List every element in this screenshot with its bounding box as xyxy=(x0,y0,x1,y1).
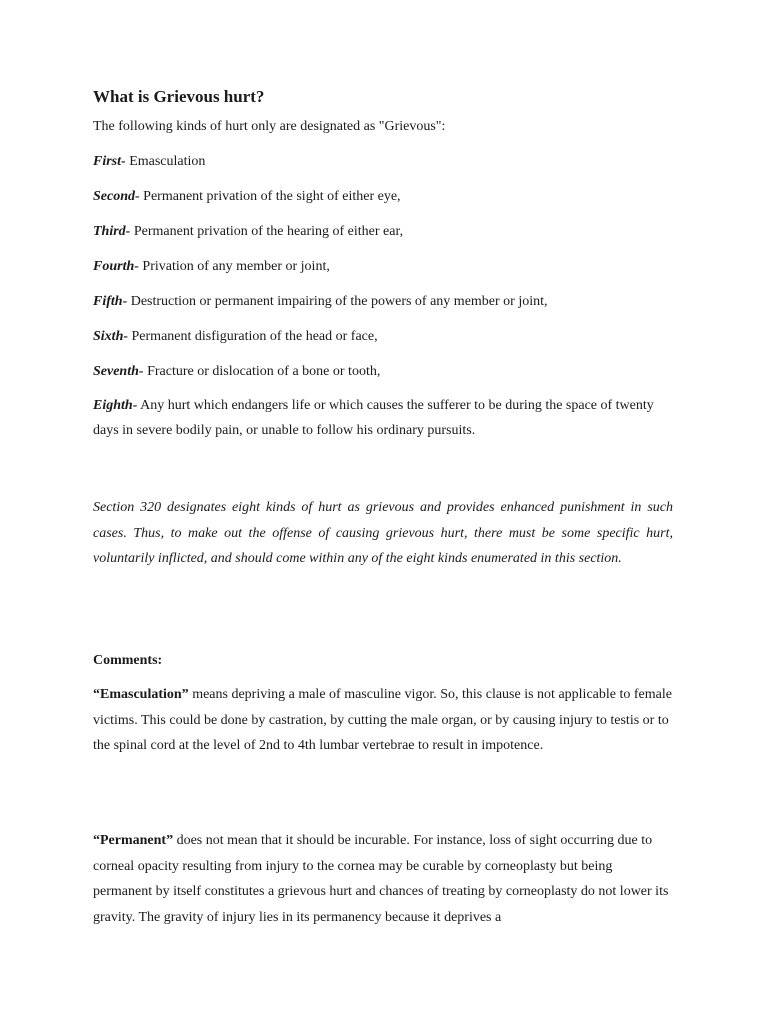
kind-item-fifth xyxy=(93,293,548,311)
kind-term: Eighth- xyxy=(93,398,138,413)
comment-emasculation xyxy=(93,682,673,759)
kind-text: Privation of any member or joint, xyxy=(138,259,330,274)
kind-item-second xyxy=(93,188,401,206)
kind-term: Second- xyxy=(93,189,140,204)
intro-text: The following kinds of hurt only are designated as "Grievous": xyxy=(93,119,446,134)
kind-term: Third- xyxy=(93,224,131,239)
comment-permanent xyxy=(93,828,673,930)
comment-term: “Emasculation” xyxy=(93,687,189,702)
document-title: What is Grievous hurt? xyxy=(93,87,265,106)
section-note: Section 320 designates eight kinds of hurt as grievous and provides enhanced punishment in such cases. Thus, to make out the offense of causing grievous hurt, there must be some specific hurt, voluntarily inflicted, and should come within any of the eight kinds enumerated in this section. xyxy=(93,500,673,566)
kind-item-sixth xyxy=(93,328,378,346)
kind-term: Sixth- xyxy=(93,329,129,344)
kind-text: Permanent disfiguration of the head or face, xyxy=(128,329,378,344)
kind-term: Fifth- xyxy=(93,294,128,309)
kind-item-eighth xyxy=(93,393,673,443)
kind-text: Emasculation xyxy=(125,154,206,169)
kind-text: Permanent privation of the hearing of either ear, xyxy=(130,224,404,239)
kind-term: Seventh- xyxy=(93,364,144,379)
kind-text: Fracture or dislocation of a bone or tooth, xyxy=(143,364,381,379)
comment-text: means depriving a male of masculine vigor. So, this clause is not applicable to female victims. This could be done by castration, by cutting the male organ, or by causing injury to testis or to the spinal cord at the level of 2nd to 4th lumbar vertebrae to result in impotence. xyxy=(93,687,672,753)
kind-item-fourth xyxy=(93,258,330,276)
kind-text: Permanent privation of the sight of either eye, xyxy=(139,189,401,204)
comment-text: does not mean that it should be incurable. For instance, loss of sight occurring due to corneal opacity resulting from injury to the cornea may be curable by corneoplasty but being permanent by itself constitutes a grievous hurt and chances of treating by corneoplasty do not lower its gravity. The gravity of injury lies in its permanency because it deprives a xyxy=(93,833,669,925)
kind-item-first xyxy=(93,153,205,171)
kind-text: Destruction or permanent impairing of the powers of any member or joint, xyxy=(127,294,548,309)
kind-term: Fourth- xyxy=(93,259,139,274)
kind-text: Any hurt which endangers life or which causes the sufferer to be during the space of twenty days in severe bodily pain, or unable to follow his ordinary pursuits. xyxy=(93,398,654,438)
comments-heading: Comments: xyxy=(93,653,163,668)
kind-term: First- xyxy=(93,154,126,169)
kind-item-third xyxy=(93,223,403,241)
kind-item-seventh xyxy=(93,363,380,381)
comment-term: “Permanent” xyxy=(93,833,174,848)
